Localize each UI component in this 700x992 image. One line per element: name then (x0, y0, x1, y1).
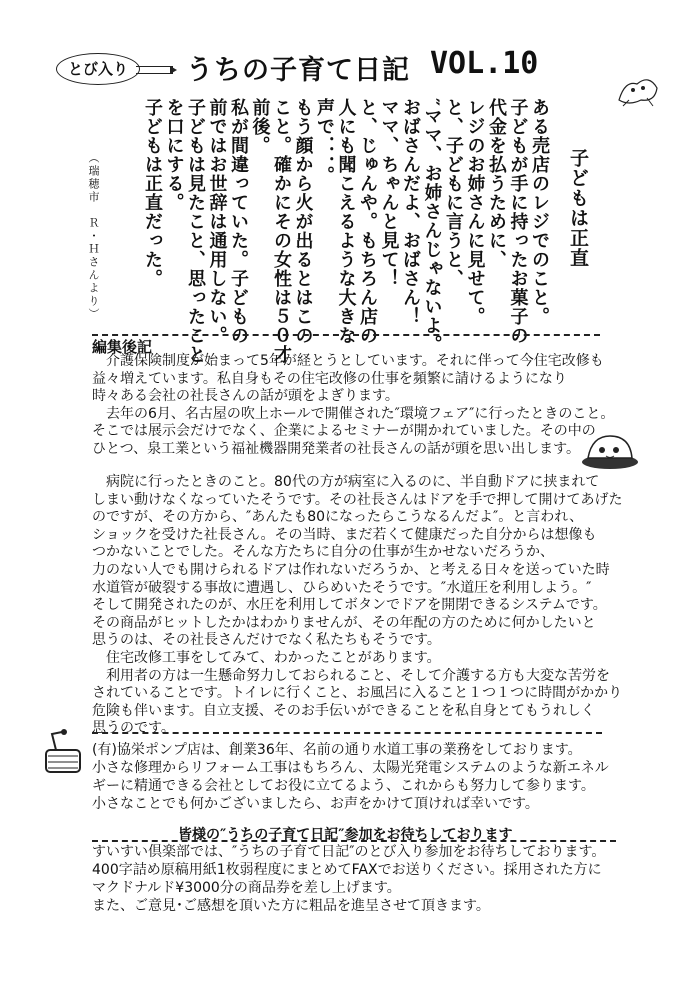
story-column: 子どもが手に持ったお菓子の (507, 98, 529, 345)
story-column: レジのお姉さんに見せて。 (464, 98, 486, 326)
story-column: こと。確かにその女性は５０才 (271, 98, 292, 364)
text-line: 去年の6月、名古屋の吹上ホールで開催された″環境フェア″に行ったときのこと。 (92, 405, 615, 422)
story-column: 前ではお世辞は通用しない。 (206, 98, 228, 345)
editorial-heading: 編集後記 (92, 338, 153, 356)
story-column: 人にも聞こえるような大きな (335, 98, 357, 345)
text-line: マクドナルド¥3000分の商品券を差し上げます。 (92, 880, 401, 896)
divider (92, 732, 602, 734)
story-column: ″ママ、お姉さんじゃないよ。 (421, 98, 443, 355)
story-credit: （瑞穂市 Ｒ・Ｈさんより） (87, 152, 100, 321)
text-line: 病院に行ったときのこと。80代の方が病室に入るのに、半自動ドアに挟まれて (92, 474, 600, 490)
text-line: 危険も伴います。自立支援、そのお手伝いができることを私自身とてもうれしく (92, 702, 595, 719)
company-info (92, 741, 609, 813)
text-line: 小さな修理からリフォーム工事はもちろん、太陽光発電システムのような新エネル (92, 760, 609, 776)
text-line: 住宅改修工事をしてみて、わかったことがあります。 (92, 649, 441, 666)
story-column: ママ、ちゃんと見て！ (378, 98, 400, 288)
text-line: (有)協栄ポンプ店は、創業36年、名前の通り水道工事の業務をしております。 (92, 742, 582, 758)
text-line: その商品がヒットしたかはわかりませんが、その年配の方のために何かしたいと (92, 614, 596, 631)
text-line: また、ご意見･ご感想を頂いた方に粗品を進呈させて頂きます。 (92, 898, 490, 914)
story-column: 私が間違っていた。子どもの (228, 98, 249, 345)
badge-label: とび入り (67, 60, 128, 78)
text-line: つかないことでした。そんな方たちに自分の仕事が生かせないだろうか、 (92, 544, 554, 561)
story-title: 子どもは正直 (567, 148, 589, 268)
faucet-icon (36, 726, 90, 780)
text-line: 介護保険制度が始まって5年が経とうとしています。それに伴って今住宅改修も (92, 353, 604, 369)
story-column: 代金を払うために、 (486, 98, 507, 269)
text-line: 水道管が破裂する事故に遭遇し、ひらめいたそうです。″水道圧を利用しよう。″ (92, 579, 592, 596)
doodle-icon (615, 70, 661, 110)
text-line: そこでは展示会だけでなく、企業によるセミナーが開かれていました。その中の (92, 423, 596, 440)
pencil-tip-icon (170, 66, 177, 74)
text-line: されていることです。トイレに行くこと、お風呂に入ること１つ１つに時間がかかり (92, 685, 623, 702)
text-line: 小さなことでも何かございましたら、お声をかけて頂ければ幸いです。 (92, 796, 539, 812)
text-line: 時々ある会社の社長さんの話が頭をよぎります。 (92, 388, 399, 405)
story-column: ある売店のレジでのこと。 (529, 98, 550, 326)
text-line: 利用者の方は一生懸命努力しておられること、そして介護する方も大変な苦労を (92, 667, 610, 684)
text-line: すいすい倶楽部では、″うちの子育て日記″のとび入り参加をお待ちしております。 (92, 844, 606, 860)
tobiiri-badge (56, 53, 140, 85)
editorial-paragraph-1 (92, 353, 614, 459)
story-column: おばさんだよ、おばさん！ (400, 98, 421, 326)
story-column: と、子どもに言うと、 (443, 98, 464, 288)
cta-body (92, 843, 605, 915)
text-line: そして開発されたのが、水圧を利用してボタンでドアを開閉できるシステムです。 (92, 597, 607, 614)
story-column: と、じゅんや。もちろん店の (357, 98, 378, 345)
story-column: 子どもは正直だった。 (142, 98, 163, 288)
pencil-icon (136, 66, 173, 74)
divider (92, 334, 600, 336)
text-line: ひとつ、泉工業という福祉機器開発業者の社長さんの話が頭を思い出します。 (92, 440, 581, 457)
editorial-paragraph-2 (92, 474, 622, 738)
page-title: うちの子育て日記 (186, 55, 410, 86)
text-line: ショックを受けた社長さん。その当時、まだ若くて健康だった自分からは想像も (92, 526, 597, 543)
text-line: 力のない人でも開けられるドアは作れないだろうか、と考える日々を送っていた時 (92, 561, 610, 578)
story-column: 前後。 (249, 98, 271, 155)
text-line: 400字詰め原稿用紙1枚弱程度にまとめてFAXでお送りください。採用された方に (92, 862, 602, 878)
text-line: ギーに精通できる会社としてお役に立てるよう、これからも努力して参ります。 (92, 778, 595, 794)
cta-heading: 皆様の″うちの子育て日記″参加をお待ちしております (178, 827, 513, 843)
story-column: を口にする。 (163, 98, 185, 212)
volume-number: VOL.10 (430, 46, 539, 81)
text-line: しまい動けなくなっていたそうです。その社長さんはドアを手で押して開けてあげた (92, 491, 623, 508)
story-column: 声で．．．。 (314, 98, 335, 185)
text-line: 思うのです。 (92, 720, 175, 737)
snail-icon (578, 428, 642, 472)
text-line: 思うのは、その社長さんだけでなく私たちもそうです。 (92, 632, 441, 649)
text-line: 益々増えています。私自身もその住宅改修の仕事を頻繁に請けるようになり (92, 370, 567, 387)
story-column: もう顔から火が出るとはこの (292, 98, 314, 345)
story-column: 子どもは見たこと、思ったこと (185, 98, 206, 364)
text-line: のですが、その方から、″あんたも80になったらこうなるんだよ″。と言われ、 (92, 509, 584, 526)
